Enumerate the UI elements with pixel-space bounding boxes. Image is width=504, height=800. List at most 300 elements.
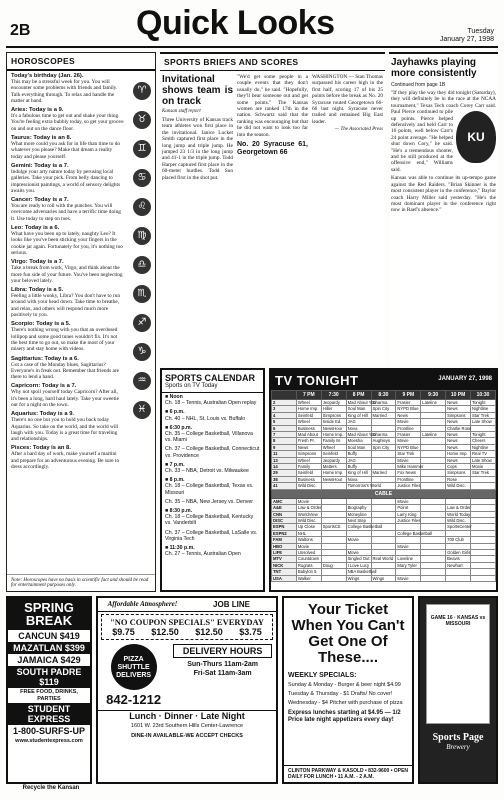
- tv-header-row: [272, 391, 496, 400]
- recycle-note: Recycle the Kansan: [22, 785, 80, 791]
- tv-program: Wild Disc.: [446, 483, 471, 489]
- tv-program: Nightline: [471, 406, 496, 412]
- tv-program: Real World: [371, 556, 396, 562]
- spring-break-note: FREE FOOD, DRINKS, PARTIES: [20, 689, 78, 702]
- tv-row: [272, 412, 496, 418]
- calendar-text: Ch. 40 – NHL, St. Louis vs. Buffalo: [165, 415, 246, 422]
- tv-program: Justice Files: [397, 517, 421, 523]
- sports-calendar-box: [160, 368, 265, 592]
- horoscope-sign: Aquarius: Today is a 9.: [11, 411, 75, 418]
- tv-program: Simpsons: [321, 412, 346, 418]
- tv-program: Loveline: [396, 556, 421, 562]
- tv-program: Married: [371, 412, 396, 418]
- destination-list: [8, 630, 90, 688]
- student-express-site: www.studentexpress.com: [15, 738, 83, 744]
- tv-program: Wings: [371, 575, 396, 581]
- tv-column-header: 10 PM: [446, 391, 471, 400]
- tv-program: Late Show: [471, 457, 496, 463]
- calendar-text: Ch. 37 – College Basketball, Connecticut vs. Providence: [165, 446, 260, 459]
- tv-program: NewsHour: [321, 425, 346, 431]
- student-express-brand: STUDENT EXPRESS: [8, 703, 90, 725]
- tv-program: Rose: [446, 476, 471, 482]
- ticket-footer: CLINTON PARKWAY & KASOLD • 832-9600 • OPEN DAILY FOR LUNCH • 11 A.M. - 2 A.M.: [284, 765, 412, 782]
- tv-program: Soul Man: [346, 444, 371, 450]
- horoscope-entry: [7, 133, 129, 161]
- tv-program: NYPD Blue: [396, 444, 421, 450]
- tv-channel: ESPN2: [272, 530, 297, 536]
- jayhawks-continued[interactable]: Continued from page 1B: [391, 82, 446, 88]
- lunch-dinner: Lunch · Dinner · Late Night: [98, 710, 276, 721]
- tv-program: Matters: [321, 464, 346, 470]
- tv-program: Movie: [396, 457, 421, 463]
- tv-program: News: [396, 412, 421, 418]
- pizza-address: 1601 W. 23rd Southern Hills Center-Lawrence: [130, 723, 244, 729]
- calendar-item: [162, 529, 263, 544]
- page-number: 2B: [10, 22, 31, 39]
- horoscope-entry: [7, 285, 129, 319]
- tv-program: Late Show: [471, 419, 496, 425]
- tv-program: Wild Disc.: [296, 483, 321, 489]
- tv-program: World Today: [447, 511, 471, 517]
- tv-channel: DISC: [272, 517, 297, 523]
- tv-channel: 11: [272, 451, 297, 457]
- spring-break-title: SPRING BREAK: [8, 598, 90, 630]
- destination-item: SOUTH PADRE $119: [8, 666, 90, 688]
- aries-icon: ♈: [133, 82, 151, 100]
- briefs-column-2: [237, 74, 308, 181]
- tv-program: Home Imp.: [321, 470, 346, 476]
- briefs-title: SPORTS BRIEFS AND SCORES: [160, 54, 385, 71]
- tv-program: [321, 575, 346, 581]
- horoscope-text: Got a case of the Monday blues, Sagittarius? Everyone's in freak out. Remember that friends are there to lend a hand.: [11, 361, 120, 381]
- horoscope-text: What have you been up to lately, naughty Leo? It looks like you've been sticking your fingers in the cookie jar again. Fortunately for you, it's nothing too serious.: [11, 231, 123, 256]
- tv-program: Seinfeld: [321, 451, 346, 457]
- horoscope-text: After a hard day of work, make yourself a martini and prepare for an adventurous evening. Be sure to dress accordingly.: [11, 451, 120, 471]
- tv-program: Seinfeld: [296, 412, 321, 418]
- calendar-time: ■ Noon: [165, 394, 183, 400]
- special-item: Sunday & Monday - Burger & beer night $4.99: [288, 682, 401, 688]
- tv-header: [271, 370, 496, 390]
- tv-column-header: 8 PM: [346, 391, 371, 400]
- calendar-text: Ch. 37 – College Basketball, LaSalle vs. Virginia Tech: [165, 529, 258, 542]
- tv-program: Poirot: [396, 505, 421, 511]
- libra-icon: ♎: [133, 256, 151, 274]
- calendar-list: [162, 393, 263, 559]
- delivery-hours-title: DELIVERY HOURS: [173, 644, 272, 658]
- tv-channel: 9: [272, 444, 297, 450]
- tv-title: TV TONIGHT: [275, 373, 359, 388]
- leo-icon: ♌: [133, 198, 151, 216]
- calendar-item: [162, 544, 263, 559]
- tv-column-header: 7:30: [321, 391, 346, 400]
- tv-program: Movie: [396, 419, 421, 425]
- tv-program: Inside Ed.: [321, 419, 346, 425]
- tv-program: Movie: [346, 537, 371, 543]
- horoscope-sign: Aries: Today is a 9.: [11, 107, 64, 114]
- tv-channel: 29: [272, 470, 297, 476]
- tv-program: Frasier: [396, 400, 421, 406]
- horoscope-sign: Capricorn: Today is a 7.: [11, 383, 77, 390]
- tv-column-header: 10:30: [471, 391, 496, 400]
- tv-program: Babylon 5: [296, 569, 321, 575]
- tv-program: NYPD Blue: [396, 406, 421, 412]
- tv-program: Countdown: [296, 556, 321, 562]
- tv-program: JAG: [346, 419, 371, 425]
- horoscope-entry: [7, 161, 129, 195]
- dateline-day: Tuesday: [467, 28, 494, 35]
- horoscope-text: Indulge your arty nature today by perusing local galleries. Take your pick. From belly dancing to impressionist paintings, a world of sensory delights awaits you.: [11, 168, 121, 194]
- tv-program: Walker: [296, 575, 321, 581]
- horoscope-entry: [7, 409, 129, 443]
- tv-program: Fox News: [396, 470, 421, 476]
- tv-program: Nightline: [471, 444, 496, 450]
- tv-program: College Basketball: [347, 524, 383, 530]
- horoscope-entry: [7, 381, 129, 409]
- tv-channel: ESPN: [272, 524, 297, 530]
- tv-channel: 6: [272, 425, 297, 431]
- tv-program: Movie: [296, 543, 321, 549]
- tv-channel: HBO: [272, 543, 297, 549]
- horoscope-entry: [7, 319, 129, 353]
- horoscope-sign: Gemini: Today is a 7.: [11, 162, 69, 169]
- horoscope-note: Note: Horoscopes have no basis in scientific fact and should be read for entertainment purposes only.: [7, 574, 155, 591]
- tv-channel: CNN: [272, 511, 297, 517]
- tv-program: NHL: [296, 530, 321, 536]
- briefs-headline: Invitational shows team is on track: [162, 74, 233, 107]
- tv-program: Star Trek: [471, 412, 496, 418]
- tv-program: Nova: [346, 425, 371, 431]
- calendar-item: [162, 408, 263, 423]
- cable-header-row: [272, 489, 496, 498]
- tv-program: Real TV: [471, 451, 496, 457]
- horoscope-sign: Today's birthday (Jan. 26).: [11, 73, 84, 79]
- tv-program: Business: [296, 425, 321, 431]
- taurus-icon: ♉: [133, 111, 151, 129]
- tv-channel: MTV: [272, 556, 297, 562]
- tv-program: Hiller: [321, 406, 346, 412]
- tv-program: College Basketball: [397, 530, 433, 536]
- tv-program: Next Step: [346, 517, 371, 523]
- tv-program: Movie: [396, 575, 421, 581]
- tv-channel: A&E: [272, 505, 297, 511]
- tv-program: Dharma: [371, 432, 396, 438]
- tv-program: Home Imp.: [296, 406, 321, 412]
- tv-program: WorldView: [296, 511, 321, 517]
- briefs-byline: Kansan staff report: [162, 109, 201, 114]
- tv-channel: LIFE: [272, 549, 297, 555]
- tv-channel: FAM: [272, 537, 297, 543]
- cancer-icon: ♋: [133, 169, 151, 187]
- hours-weekday: Sun-Thurs 11am-2am: [187, 661, 258, 668]
- tv-program: Family: [296, 464, 321, 470]
- tv-program: Biography: [346, 505, 371, 511]
- tv-program: Moesha: [346, 438, 371, 444]
- tv-column-header: 9 PM: [396, 391, 421, 400]
- tv-program: Star Trek: [471, 470, 496, 476]
- tv-row: [272, 575, 496, 581]
- tv-program: Larry King: [396, 511, 421, 517]
- pizza-phone: 842-1212: [106, 692, 162, 707]
- tv-channel: AMC: [272, 498, 297, 504]
- tv-program: Movie: [396, 498, 421, 504]
- tv-program: Movie: [346, 549, 371, 555]
- tv-channel: USA: [272, 575, 297, 581]
- coupon-box: [101, 614, 273, 640]
- tv-program: Mad About You: [347, 400, 376, 405]
- horoscope-text: This may be a stressful week for you. You will encounter some problems with friends and family. Talk everything through. To relax and handle the matter at hand.: [11, 79, 118, 104]
- gemini-icon: ♊: [133, 140, 151, 158]
- pizza-shuttle-logo-icon: PIZZA SHUTTLE DELIVERS: [111, 644, 157, 690]
- tv-program: Mad About: [296, 432, 321, 438]
- horoscope-text: It's a fabulous time to get out and shake your thing. You're feeling extra bubbly today, so get your groove on and out on the dance floor.: [11, 113, 124, 132]
- horoscope-text: Feeling a little wonky, Libra? You don't have to run around with your head down. Take time to breathe, and relax, and others will respond much more positively to you.: [11, 293, 121, 319]
- calendar-item: [162, 498, 263, 507]
- job-line: JOB LINE: [213, 600, 250, 609]
- tv-row: [272, 470, 496, 476]
- section-title: Quick Looks: [136, 4, 335, 42]
- sports-briefs-box: [160, 52, 385, 364]
- calendar-text: Ch. 18 – Tennis, Australian Open replay: [165, 400, 257, 407]
- tv-program: Law & Order: [447, 505, 471, 511]
- tv-program: Tomorrow's World: [347, 483, 381, 489]
- tv-program: Cops: [446, 464, 471, 470]
- special-item: Wednesday - $4 Pitcher with purchase of pizza: [288, 700, 403, 706]
- aquarius-icon: ♒: [133, 372, 151, 390]
- game-ticket-image: GAME 16 · KANSAS vs MISSOURI: [426, 604, 490, 724]
- horoscope-sign: Scorpio: Today is a 5.: [11, 321, 71, 328]
- tv-program: Golden Girls: [447, 549, 471, 555]
- calendar-item: [162, 507, 263, 529]
- tv-program: Beavis: [446, 556, 471, 562]
- scorpio-icon: ♏: [133, 285, 151, 303]
- destination-item: JAMAICA $429: [17, 655, 81, 665]
- tv-tonight-box: [269, 368, 498, 592]
- page-header: [6, 4, 498, 48]
- briefs-text-1: Three University of Kansas track team athletes won first place in the invitational. Janice Lucket Smith captured first place in the long jump and triple jump. He jumped 23 1/3 in the long jump and 41-1 in the triple jump. Todd Harper captured first place in the 60-meter hurdles. Todd Sun placed first in the shot put.: [162, 117, 233, 181]
- tv-program: Simpsons: [446, 470, 471, 476]
- pisces-icon: ♓: [133, 401, 151, 419]
- special-item: Tuesday & Thursday - $1 Drafts/ No cover!: [288, 691, 393, 697]
- tv-program: Tonight: [471, 400, 496, 406]
- tv-channel: 2: [272, 400, 297, 406]
- tv-program: JAG: [346, 457, 371, 463]
- horoscope-entry: [7, 223, 129, 257]
- spring-break-ad: [6, 596, 92, 784]
- tv-grid: [271, 390, 496, 582]
- dateline: [440, 28, 494, 44]
- tv-program: Family M.: [321, 438, 346, 444]
- calendar-text: Ch. 18 – College Basketball, Texas vs. Missouri: [165, 483, 254, 496]
- jayhawks-text-3: Kansas was able to continue its up-tempo game against the Red Raiders. "Brian Skinner is the most consistent player in the conference," Baylor coach Harry Miller said yesterday. "He's the most dominant player in the conference right now in Raef's absence.": [391, 175, 496, 214]
- tv-program: Movie: [471, 464, 496, 470]
- hours-weekend: Fri-Sat 11am-3am: [193, 670, 252, 677]
- sports-page-logo: Sports Page: [432, 732, 484, 743]
- tv-program: Buffy: [346, 464, 371, 470]
- tv-program: News: [446, 432, 471, 438]
- briefs-text-3: WASHINGTON — Stan Thomas surpassed his career high in the first half, scoring 17 of his 25 points before the break as No. 20 Syracuse routed Georgetown 66-66 last night. Syracuse never trailed and remained Big East leader.: [312, 74, 383, 125]
- tv-program: [446, 575, 471, 581]
- tv-program: Spin City: [371, 406, 396, 412]
- tv-program: Up Close: [296, 524, 321, 530]
- tv-program: Spin City: [371, 444, 396, 450]
- calendar-item: [162, 461, 263, 476]
- tv-program: Fresh Pr.: [296, 438, 321, 444]
- briefs-credit: — The Associated Press: [334, 127, 383, 133]
- tv-channel: 8: [272, 438, 297, 444]
- price-list: [104, 627, 270, 637]
- tv-channel: 13: [272, 457, 297, 463]
- calendar-time: ■ 6 p.m.: [165, 409, 185, 416]
- tv-column-header: 9:30: [421, 391, 446, 400]
- virgo-icon: ♍: [133, 227, 151, 245]
- tv-column-header: 7 PM: [296, 391, 321, 400]
- jayhawk-logo-icon: KU: [456, 111, 496, 163]
- calendar-title: SPORTS CALENDAR: [165, 373, 256, 383]
- tv-program: King of Hill: [346, 470, 371, 476]
- calendar-time: ■ 6:30 p.m.: [165, 424, 193, 431]
- dateline-date: January 27, 1998: [439, 36, 494, 43]
- tv-program: News: [446, 438, 471, 444]
- tv-channel: 7: [272, 432, 297, 438]
- tv-program: Justice Files: [397, 483, 421, 489]
- tv-program: I Love Lucy: [347, 562, 370, 568]
- express-lunch: Express lunches starting at $4.95 — 1/2 Price late night appetizers every day!: [288, 710, 401, 723]
- tv-program: King of Hill: [346, 412, 371, 418]
- horoscope-sign: Sagittarius: Today is a 6.: [11, 355, 79, 362]
- tv-program: [471, 575, 496, 581]
- tv-program: NewsHour: [321, 476, 346, 482]
- horoscopes-box: [6, 52, 156, 592]
- tv-program: Newhart: [446, 562, 471, 568]
- horoscope-sign: Virgo: Today is a 7.: [11, 259, 64, 266]
- tv-channel: 4: [272, 412, 297, 418]
- tv-program: Movie: [296, 498, 321, 504]
- horoscope-text: There's nothing wrong with you that an overdosed lollipop and some good tunes wouldn't fix. It's not the best time to go out, so make the most of your misery and stay home with videos.: [11, 327, 118, 353]
- tv-program: Moneyline: [346, 511, 371, 517]
- tv-program: News: [446, 444, 471, 450]
- tv-program: [421, 575, 446, 581]
- tv-program: Wheel: [296, 419, 321, 425]
- tv-channel: TNT: [272, 569, 297, 575]
- calendar-time: ■ 8 p.m.: [165, 477, 185, 484]
- tv-program: Simpsons: [446, 412, 471, 418]
- jayhawks-text-1: "If they play the way they did tonight (Saturday), they will definitely be in the race at the NCAA tournament," Texas Tech coach Corey Carr said.: [391, 90, 496, 109]
- calendar-text: Ch. 35 – NBA, New Jersey vs. Denver: [165, 498, 253, 505]
- tv-program: News: [446, 419, 471, 425]
- destination-item: CANCUN $419: [18, 631, 80, 641]
- calendar-time: ■ 11:30 p.m.: [165, 545, 195, 552]
- tv-program: Tonight: [471, 432, 496, 438]
- tv-program: SportsCtr.: [321, 524, 346, 530]
- jayhawks-text-2: Paul Pierce continued to pile up points. Pierce helped defensively and held Carr to 16 points, well below Carr's 24 point average. "He helped shut down Cory," he said. "He's a tremendous shooter, and he still produced at the offensive end," Williams said.: [391, 109, 453, 173]
- tv-program: Jeopardy: [321, 400, 346, 406]
- tv-program: News: [296, 444, 321, 450]
- tv-program: Frontline: [396, 476, 421, 482]
- tv-program: Movie: [396, 543, 421, 549]
- tv-program: Simpsons: [296, 451, 321, 457]
- tv-program: 700 Club: [446, 537, 471, 543]
- tv-program: News: [446, 406, 471, 412]
- tv-program: Jeopardy: [321, 457, 346, 463]
- calendar-subtitle: Sports on TV Today: [162, 383, 263, 393]
- briefs-subhead: No. 20 Syracuse 61, Georgetown 66: [237, 141, 308, 157]
- tv-program: Doug: [321, 562, 346, 568]
- tv-channel: 41: [272, 483, 297, 489]
- price-item: $3.75: [239, 627, 262, 637]
- horoscope-entry: [7, 354, 129, 382]
- tv-column-header: 8:30: [371, 391, 396, 400]
- tv-program: Home Imp.: [321, 432, 346, 438]
- cable-header: CABLE: [272, 489, 496, 498]
- tv-program: News: [446, 400, 471, 406]
- jayhawks-article: [389, 52, 498, 364]
- tv-channel: NICK: [272, 562, 297, 568]
- tv-program: Wild Disc.: [296, 517, 321, 523]
- calendar-item: [162, 424, 263, 446]
- tv-date: JANUARY 27, 1998: [438, 376, 492, 382]
- sports-page-ad: [418, 596, 498, 784]
- tv-program: Mad About You: [347, 432, 376, 438]
- horoscope-entry: [7, 105, 129, 133]
- tv-program: Star Trek: [396, 451, 421, 457]
- tv-program: Wheel: [296, 457, 321, 463]
- tv-program: Soul Man: [346, 406, 371, 412]
- horoscope-text: Take a break from work, Virgo, and think about the more fun side of your future. You've been neglecting your beloved lately.: [11, 265, 123, 284]
- sagittarius-icon: ♐: [133, 314, 151, 332]
- horoscope-text: There's no one but you to hold you back today Aquarius. So take on the world, and the world will laugh with you. Today is a great time for traveling and relationships.: [11, 417, 119, 443]
- tv-program: Frasier: [396, 432, 421, 438]
- briefs-text-2: "We'd get some people in a couple events that they don't usually do," he said. "Hopefully, they'll bear someone out and get some points." The Kansas women are ranked 17th in the nation. Schwartz said that the ranking was encouraging but that he did not want to look too far into the season.: [237, 74, 308, 138]
- capricorn-icon: ♑: [133, 343, 151, 361]
- tv-program: Mary Tyler: [396, 562, 421, 568]
- horoscope-text: You are ready to roll with the punches. You will overcome adversaries and have a terrific time doing it. Use today to step on toes.: [11, 203, 121, 222]
- horoscope-sign: Pisces: Today is an 8.: [11, 445, 71, 452]
- ticket-headline: Your Ticket When You Can't Get One Of These....: [291, 601, 405, 666]
- tv-program: Buffy: [346, 451, 371, 457]
- calendar-time: ■ 8:30 p.m.: [165, 508, 193, 515]
- calendar-item: [162, 445, 263, 460]
- tv-channel: 3: [272, 406, 297, 412]
- ticket-ad: [282, 596, 414, 784]
- tv-program: Wings: [346, 575, 371, 581]
- tv-channel: 5: [272, 419, 297, 425]
- price-item: $9.75: [112, 627, 135, 637]
- horoscope-entry: [7, 71, 129, 105]
- horoscope-sign: Libra: Today is a 5.: [11, 287, 64, 294]
- tv-program: NBA Basketball: [347, 569, 377, 575]
- tv-program: Movie: [396, 438, 421, 444]
- specials-list: [284, 681, 412, 708]
- tv-program: Seinfeld: [296, 470, 321, 476]
- calendar-text: Ch. 33 – NBA, Detroit vs. Milwaukee: [165, 468, 249, 475]
- tv-program: Cheers: [471, 438, 496, 444]
- calendar-text: Ch. 35 – College Basketball, Villanova vs. Miami: [165, 431, 253, 444]
- briefs-column-1: [162, 74, 233, 181]
- calendar-item: [162, 393, 263, 408]
- tv-program: SportsCenter: [447, 524, 472, 530]
- calendar-text: Ch. 27 – Tennis, Australian Open: [165, 551, 241, 558]
- tv-program: Unsolved: [296, 549, 321, 555]
- student-express-phone: 1-800-SURFS-UP: [12, 726, 86, 736]
- horoscope-sign: Taurus: Today is an 8.: [11, 135, 72, 142]
- tv-program: Dharma: [371, 400, 396, 406]
- tv-channel: 38: [272, 476, 297, 482]
- horoscope-entry: [7, 257, 129, 285]
- horoscope-text: Why not spoil yourself today Capricorn? After all, it's been a long, hard haul lately. Take your sweetie out for a night on the town.: [11, 389, 119, 408]
- price-item: $12.50: [151, 627, 179, 637]
- tv-column-header: [272, 391, 297, 400]
- tv-program: Wheel: [296, 400, 321, 406]
